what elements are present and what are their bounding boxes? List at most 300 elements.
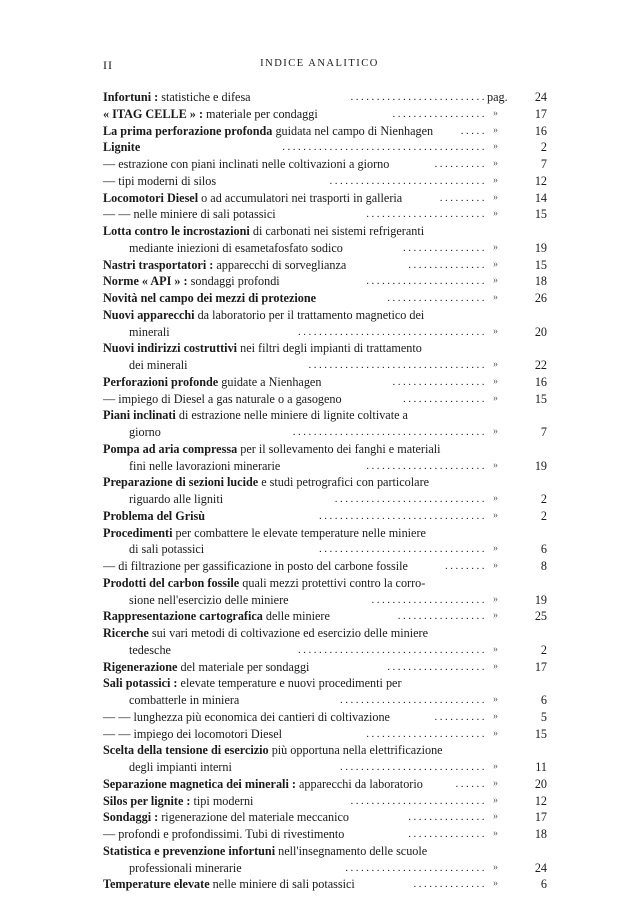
entry-description: del materiale per sondaggi [177,659,310,674]
entry-text [103,776,423,793]
index-entry [103,742,547,759]
entry-description: statistiche e difesa [158,90,251,104]
ditto-mark: » [493,375,498,387]
index-entry [103,592,547,609]
entry-text [103,709,390,726]
entry-description: sondaggi profondi [187,274,280,289]
index-entry [103,190,547,207]
ditto-mark: » [493,727,498,739]
page-number-ref: 6 [540,877,547,892]
index-entry [103,106,547,123]
entry-description: — di filtrazione per gassificazione in posto del carbone fossile [103,559,408,573]
page-reference [487,860,547,877]
page-reference [487,106,547,123]
index-entry [103,374,547,391]
index-entry [103,659,547,676]
index-entry [103,273,547,290]
index-entry [103,759,547,776]
page-number-ref: 24 [534,860,547,875]
page-number-ref: 7 [540,425,547,439]
entry-description: sui vari metodi di coltivazione ed esercizio delle miniere [148,626,428,640]
page-reference [487,726,547,743]
leader-dots: .......................... [350,91,487,103]
index-entry [103,575,547,592]
entry-text [129,324,170,341]
entry-term: Locomotori Diesel [103,190,199,205]
ditto-mark: pag. [487,90,508,104]
entry-description: giorno [129,425,161,439]
entry-term: Preparazione di sezioni lucide [103,475,259,490]
page-number-ref: 17 [534,659,547,674]
page-reference [487,257,547,274]
entry-term: Temperature elevate [103,877,210,892]
entry-text [129,240,343,257]
entry-text [103,139,140,156]
page-number-ref: 19 [534,592,547,607]
page-reference [487,458,547,475]
page-reference [487,759,547,776]
page-number-ref: 17 [534,106,547,121]
ditto-mark: » [493,124,498,136]
page-number-ref: 7 [540,157,547,171]
leader-dots: ........ [445,560,487,572]
leader-dots: ................ [403,392,487,405]
entry-description: — impiego di Diesel a gas naturale o a gasogeno [103,391,342,406]
index-entry [103,223,547,240]
leader-dots: .................. [392,107,487,120]
leader-dots: .................................... [298,325,487,338]
ditto-mark: » [493,861,498,873]
entry-description: dei minerali [129,358,188,372]
entry-description: di sali potassici [129,542,205,557]
entry-term: « ITAG CELLE » : [103,106,203,121]
ditto-mark: » [493,610,498,622]
page-reference [487,190,547,207]
leader-dots: .................. [392,375,487,388]
entry-text [129,592,289,609]
page-number-ref: 20 [534,776,547,791]
index-entry [103,860,547,877]
index-entry [103,257,547,274]
leader-dots: ............................ [340,694,487,706]
entry-description: tedesche [129,642,171,657]
leader-dots: ......... [439,191,487,204]
leader-dots: ....................................... [282,141,487,154]
entry-description: per il sollevamento dei fanghi e materiali [237,441,441,456]
index-entry [103,357,547,374]
entry-text [103,206,276,223]
ditto-mark: » [493,292,498,303]
entry-description: professionali minerarie [129,860,242,875]
index-entry [103,340,547,357]
index-entry [103,156,547,173]
page-number-ref: 6 [540,542,547,557]
page-number-ref: 5 [540,709,547,724]
page-reference [487,324,547,341]
page-reference [487,357,547,374]
entry-text [103,190,402,207]
ditto-mark: » [493,325,498,337]
page-number-ref: 15 [534,257,547,272]
entry-text [103,474,429,491]
entry-text [103,340,422,357]
page-reference [487,156,547,173]
index-entry [103,474,547,491]
entry-description: — — lunghezza più economica dei cantieri di coltivazione [103,709,390,724]
page-number-ref: 18 [534,274,547,289]
leader-dots: ............... [408,811,487,824]
leader-dots: ..................................... [292,426,487,438]
ditto-mark: » [493,275,498,287]
entry-term: Nastri trasportatori : [103,257,214,272]
entry-term: Statistica e prevenzione infortuni [103,843,276,858]
index-entry [103,876,547,893]
entry-description: tipi moderni [190,793,254,808]
entry-text [103,374,321,391]
page-number: II [103,58,113,72]
page-number-ref: 2 [540,642,547,657]
entry-description: e studi petrografici con particolare [258,475,430,490]
index-entry [103,173,547,190]
ditto-mark: » [493,141,498,153]
entry-text [103,742,443,759]
index-entry [103,424,547,441]
entry-term: Procedimenti [103,525,173,540]
page-number-ref: 8 [540,559,547,573]
leader-dots: .............. [413,878,487,891]
ditto-mark: » [493,777,498,789]
leader-dots: ............... [408,828,487,840]
entry-text [103,407,408,424]
leader-dots: ....................... [366,459,487,472]
leader-dots: ........................... [345,861,487,874]
page-reference [487,776,547,793]
ditto-mark: » [493,392,498,404]
page-number-ref: 18 [534,827,547,841]
entry-text [103,659,309,676]
entry-text [103,809,349,826]
ditto-mark: » [493,208,498,220]
index-entry [103,625,547,642]
page-number-ref: 15 [534,726,547,741]
entry-description: — — nelle miniere di sali potassici [103,207,276,222]
page-reference [487,809,547,826]
entry-description: riguardo alle ligniti [129,492,224,506]
page-reference [487,876,547,893]
entry-term: Prodotti del carbon fossile [103,575,240,590]
entry-description: o ad accumulatori nei trasporti in galleria [198,190,403,205]
entry-text [103,525,426,542]
page-reference [487,173,547,190]
entry-text [103,625,428,642]
entry-description: materiale per condaggi [203,106,318,121]
analytic-index [103,89,547,893]
leader-dots: ............................. [334,493,487,505]
page-reference [487,374,547,391]
index-entry [103,776,547,793]
page-reference [487,608,547,625]
page-number-ref: 2 [540,492,547,506]
entry-text [103,508,205,525]
entry-text [129,491,223,508]
entry-term: Nuovi apparecchi [103,307,195,322]
index-entry [103,709,547,726]
entry-text [103,575,425,592]
index-entry [103,391,547,408]
entry-term: Novità nel campo dei mezzi di protezione [103,291,317,305]
index-entry [103,441,547,458]
leader-dots: ................. [397,610,487,623]
leader-dots: ................................ [319,509,487,522]
entry-text [129,860,242,877]
entry-text [103,843,427,860]
entry-text [129,424,161,441]
index-entry [103,139,547,156]
entry-description: — profondi e profondissimi. Tubi di rivestimento [103,827,345,841]
page-reference [487,139,547,156]
page-number-ref: 16 [534,374,547,389]
index-entry [103,458,547,475]
ditto-mark: » [493,811,498,823]
entry-term: Infortuni : [103,90,159,104]
page-reference [487,491,547,508]
entry-text [103,273,280,290]
page-number-ref: 26 [534,291,547,305]
entry-term: Sondaggi : [103,810,159,825]
ditto-mark: » [493,710,498,722]
entry-description: guidata nel campo di Nienhagen [272,123,434,138]
ditto-mark: » [493,258,498,270]
entry-description: apparecchi di sorveglianza [213,257,347,272]
page-number-ref: 20 [534,324,547,339]
entry-description: fini nelle lavorazioni minerarie [129,458,281,473]
page-number-ref: 12 [534,173,547,188]
page-number-ref: 19 [534,458,547,473]
leader-dots: .......................... [350,794,487,807]
entry-term: Rappresentazione cartografica [103,609,263,624]
page-reference [487,508,547,525]
page-number-ref: 12 [534,793,547,808]
ditto-mark: » [493,359,498,370]
index-entry [103,89,547,106]
index-entry [103,324,547,341]
entry-term: Lignite [103,140,141,155]
index-entry [103,793,547,810]
ditto-mark: » [493,593,498,605]
entry-term: Sali potassici : [103,676,178,691]
page-number-ref: 25 [534,609,547,624]
index-entry [103,809,547,826]
entry-term: Problema del Grisù [103,508,206,523]
entry-description: elevate temperature e nuovi procedimenti per [177,676,402,691]
entry-text [103,726,282,743]
running-head: INDICE ANALITICO [260,58,379,69]
leader-dots: ....................... [366,727,487,740]
leader-dots: ............... [408,258,487,271]
leader-dots: ...................... [371,593,487,606]
page-number-ref: 17 [534,810,547,825]
index-entry [103,726,547,743]
page-number-ref: 16 [534,123,547,138]
entry-term: Pompa ad aria compressa [103,441,238,456]
entry-term: Separazione magnetica dei minerali : [103,776,296,791]
entry-text [103,826,344,843]
page-reference [487,592,547,609]
leader-dots: ................ [403,241,487,254]
entry-term: Ricerche [103,626,149,640]
page-number-ref: 24 [534,90,547,104]
entry-description: minerali [129,324,170,339]
index-entry [103,558,547,575]
leader-dots: ............................ [340,761,487,773]
ditto-mark: » [493,493,498,504]
ditto-mark: » [493,694,498,705]
leader-dots: .............................. [329,174,487,187]
entry-term: Silos per lignite : [103,793,191,808]
ditto-mark: » [493,761,498,772]
entry-text [103,608,330,625]
entry-description: rigenerazione del materiale meccanico [158,810,350,825]
leader-dots: ....................... [366,275,487,288]
entry-text [103,156,389,173]
page-reference [487,89,547,106]
entry-description: — — impiego dei locomotori Diesel [103,726,283,741]
entry-description: per combattere le elevate temperature nelle miniere [172,525,426,540]
page-reference [487,290,547,307]
ditto-mark: » [493,174,498,186]
ditto-mark: » [493,794,498,806]
page-number-ref: 15 [534,207,547,222]
entry-description: sione nell'esercizio delle miniere [129,592,289,607]
leader-dots: .................................... [298,643,487,656]
page-reference [487,123,547,140]
index-entry [103,508,547,525]
page-number-ref: 2 [540,140,547,155]
entry-description: — tipi moderni di silos [103,173,217,188]
page-reference [487,659,547,676]
leader-dots: ...... [455,777,487,790]
index-entry [103,491,547,508]
index-entry [103,675,547,692]
page-number-ref: 6 [540,693,547,707]
ditto-mark: » [493,459,498,471]
leader-dots: ................... [387,292,487,304]
entry-description: di estrazione nelle miniere di lignite coltivate a [175,408,408,423]
ditto-mark: » [493,191,498,203]
index-entry [103,290,547,307]
page-reference [487,793,547,810]
entry-term: Perforazioni profonde [103,374,219,389]
page-reference [487,240,547,257]
leader-dots: ................................ [319,543,487,556]
entry-text [129,458,280,475]
index-entry [103,123,547,140]
entry-text [129,759,232,776]
page-number-ref: 2 [540,508,547,523]
entry-term: Rigenerazione [103,659,178,674]
leader-dots: ................... [387,660,487,673]
index-entry [103,525,547,542]
page-reference [487,692,547,709]
entry-description: combatterle in miniera [129,693,240,707]
page-reference [487,709,547,726]
index-entry [103,843,547,860]
entry-description: apparecchi da laboratorio [295,776,423,791]
entry-description: quali mezzi protettivi contro la corro- [239,575,426,590]
entry-text [103,441,441,458]
ditto-mark: » [493,878,498,890]
entry-term: Piani inclinati [103,408,176,423]
entry-description: nelle miniere di sali potassici [209,877,355,892]
page-reference [487,273,547,290]
entry-description: nell'insegnamento delle scuole [275,843,428,858]
entry-text [103,793,253,810]
entry-text [103,123,433,140]
index-entry [103,240,547,257]
entry-text [103,675,402,692]
ditto-mark: » [493,107,498,119]
entry-text [103,223,424,240]
entry-text [129,357,188,374]
entry-text [103,307,424,324]
ditto-mark: » [493,643,498,655]
entry-description: nei filtri degli impianti di trattamento [237,341,422,356]
leader-dots: ....................... [366,208,487,221]
entry-text [103,876,355,893]
entry-description: guidate a Nienhagen [218,374,322,389]
ditto-mark: » [493,509,498,521]
ditto-mark: » [493,426,498,437]
entry-description: più opportuna nella elettrificazione [268,743,443,758]
page-number-ref: 19 [534,240,547,255]
entry-text [103,558,408,575]
index-entry [103,307,547,324]
entry-description: da laboratorio per il trattamento magnetico dei [194,307,425,322]
entry-term: Nuovi indirizzi costruttivi [103,341,238,356]
leader-dots: .......... [434,710,487,723]
page-reference [487,642,547,659]
index-entry [103,692,547,709]
leader-dots: .................................. [308,359,487,371]
ditto-mark: » [493,543,498,555]
page-number-ref: 15 [534,391,547,406]
entry-description: delle miniere [262,609,330,624]
page-number-ref: 11 [535,760,547,774]
page-reference [487,424,547,441]
entry-text [129,642,171,659]
leader-dots: .......... [434,158,487,170]
page-number-ref: 22 [534,358,547,372]
index-entry [103,642,547,659]
index-entry [103,541,547,558]
entry-text [103,290,316,307]
ditto-mark: » [493,158,498,169]
entry-text [129,692,239,709]
entry-term: Lotta contro le incrostazioni [103,224,250,238]
page-reference [487,558,547,575]
leader-dots: ..... [460,124,487,137]
page-reference [487,826,547,843]
index-entry [103,206,547,223]
entry-text [129,541,204,558]
entry-term: La prima perforazione profonda [103,123,273,138]
entry-term: Scelta della tensione di esercizio [103,743,269,758]
index-entry [103,608,547,625]
page-reference [487,541,547,558]
ditto-mark: » [493,241,498,253]
page-reference [487,206,547,223]
entry-description: mediante iniezioni di esametafosfato sodico [129,240,343,255]
